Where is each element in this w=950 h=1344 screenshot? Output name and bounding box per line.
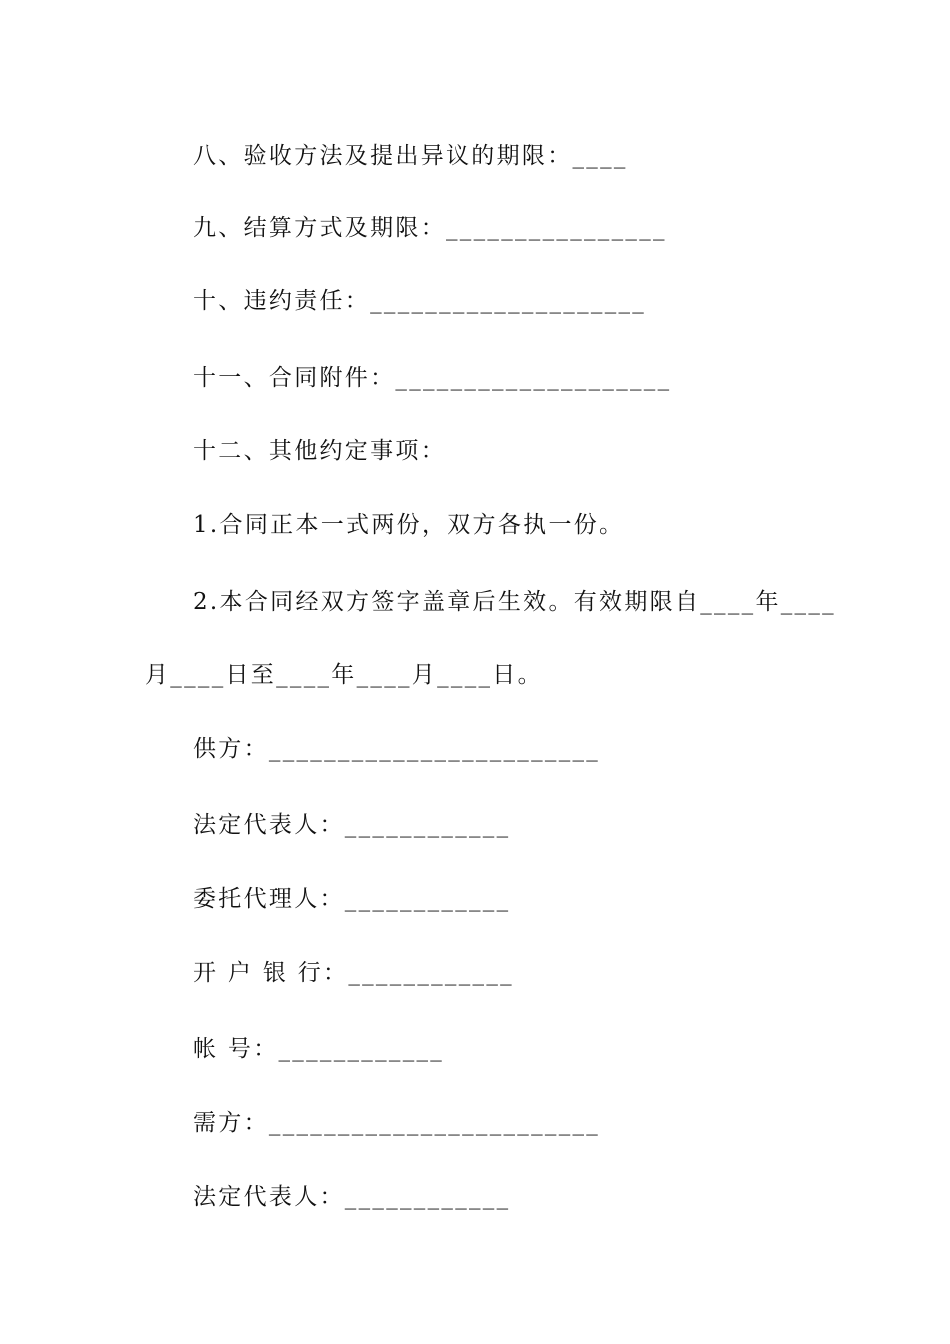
- clause-12-other-terms: 十二、其他约定事项：: [193, 438, 446, 464]
- supplier-legal-rep: 法定代表人：____________: [193, 812, 511, 838]
- supplier-account: 帐 号：____________: [193, 1036, 445, 1062]
- clause-9-settlement: 九、结算方式及期限：________________: [193, 215, 667, 241]
- term-2-validity: 2.本合同经双方签字盖章后生效。有效期限自____年____: [193, 589, 836, 615]
- supplier-bank: 开 户 银 行：____________: [193, 960, 514, 986]
- clause-11-attachments: 十一、合同附件：____________________: [193, 365, 672, 391]
- clause-8-acceptance: 八、验收方法及提出异议的期限：____: [193, 143, 628, 169]
- supplier-label: 供方：________________________: [193, 736, 601, 762]
- buyer-label: 需方：________________________: [193, 1110, 601, 1136]
- clause-10-liability: 十、违约责任：____________________: [193, 288, 647, 314]
- term-2-validity-continued: 月____日至____年____月____日。: [145, 662, 543, 688]
- supplier-agent: 委托代理人：____________: [193, 886, 511, 912]
- buyer-legal-rep: 法定代表人：____________: [193, 1184, 511, 1210]
- term-1-copies: 1.合同正本一式两份，双方各执一份。: [193, 512, 625, 538]
